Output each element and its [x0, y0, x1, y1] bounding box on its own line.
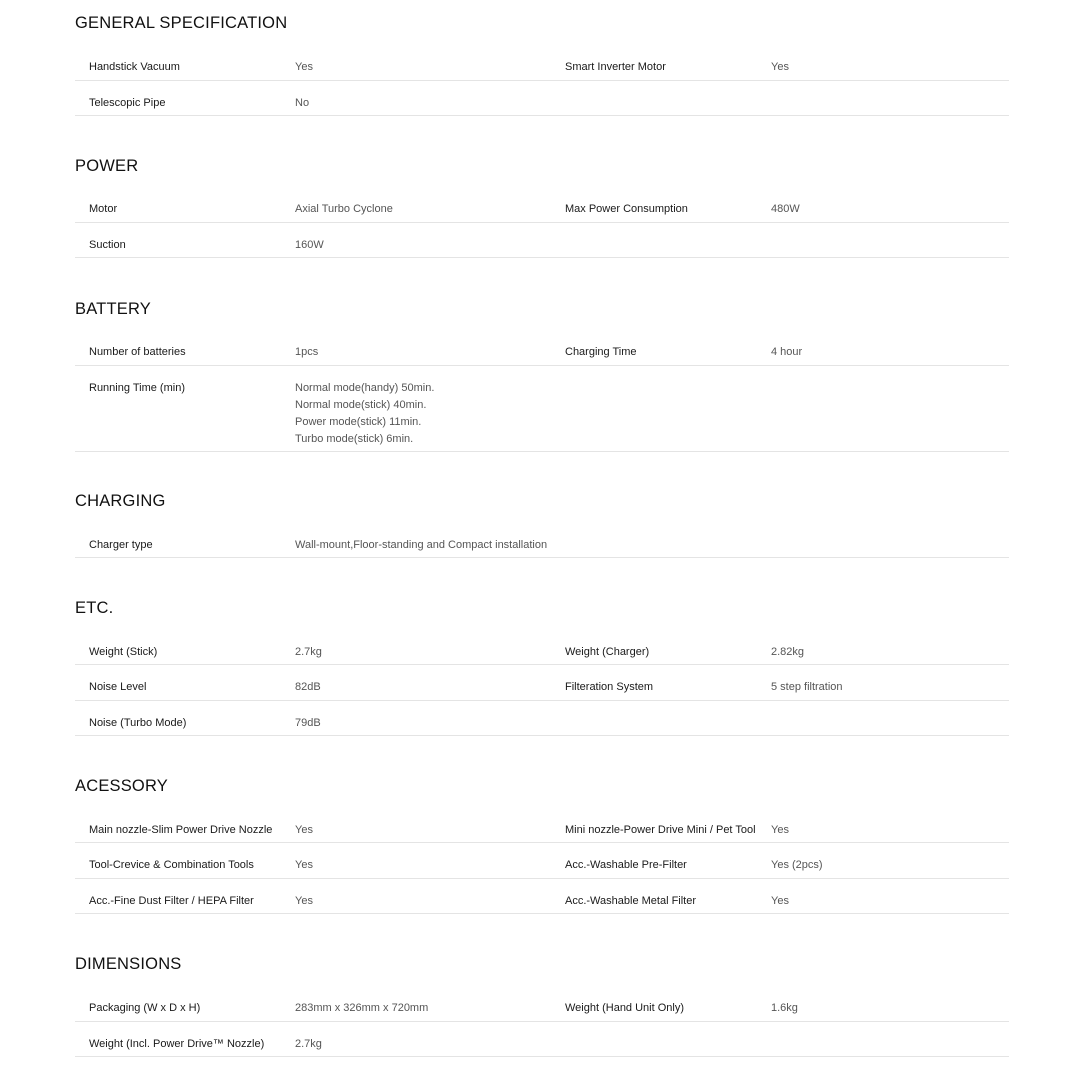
spec-label: Noise Level	[89, 681, 147, 693]
spec-value: 480W	[771, 203, 800, 215]
spec-value: Yes	[295, 859, 313, 871]
spec-label: Noise (Turbo Mode)	[89, 717, 187, 729]
spec-value: 79dB	[295, 717, 321, 729]
spec-table	[75, 808, 1009, 914]
spec-label: Motor	[89, 203, 118, 215]
spec-value-line: Normal mode(stick) 40min.	[295, 399, 427, 411]
spec-label: Tool-Crevice & Combination Tools	[89, 859, 254, 871]
spec-table	[75, 45, 1009, 116]
spec-row	[75, 879, 1009, 914]
spec-value: 82dB	[295, 681, 321, 693]
spec-label: Acc.-Washable Pre-Filter	[565, 859, 687, 871]
spec-label: Mini nozzle-Power Drive Mini / Pet Tool	[565, 824, 756, 836]
spec-table	[75, 523, 1009, 558]
section-title: CHARGING	[75, 492, 166, 510]
spec-table	[75, 187, 1009, 258]
spec-value: 1pcs	[295, 346, 319, 358]
spec-row	[75, 701, 1009, 736]
running-time-values	[295, 380, 434, 448]
spec-label: Weight (Incl. Power Drive™ Nozzle)	[89, 1038, 265, 1050]
spec-row	[75, 45, 1009, 81]
spec-label: Main nozzle-Slim Power Drive Nozzle	[89, 824, 273, 836]
spec-value: 160W	[295, 239, 324, 251]
spec-value: Yes (2pcs)	[771, 859, 823, 871]
spec-label: Running Time (min)	[89, 382, 185, 394]
spec-label: Acc.-Washable Metal Filter	[565, 895, 697, 907]
spec-label: Weight (Hand Unit Only)	[565, 1002, 685, 1014]
section-title: ACESSORY	[75, 777, 168, 795]
spec-value: Yes	[295, 61, 313, 73]
spec-label: Max Power Consumption	[565, 203, 688, 215]
spec-label: Suction	[89, 239, 126, 251]
spec-row	[75, 523, 1009, 558]
spec-value: Yes	[295, 895, 313, 907]
spec-label: Telescopic Pipe	[89, 97, 166, 109]
spec-value: Yes	[771, 61, 789, 73]
spec-row	[75, 808, 1009, 843]
spec-value: 5 step filtration	[771, 681, 843, 693]
spec-table	[75, 630, 1009, 736]
spec-value: 1.6kg	[771, 1002, 798, 1014]
spec-table	[75, 986, 1009, 1057]
spec-row	[75, 843, 1009, 879]
spec-value-line: Normal mode(handy) 50min.	[295, 382, 435, 394]
spec-table	[75, 330, 1009, 452]
spec-label: Weight (Charger)	[565, 646, 650, 658]
spec-row	[75, 366, 1009, 452]
spec-value: 283mm x 326mm x 720mm	[295, 1002, 429, 1014]
spec-row	[75, 81, 1009, 116]
spec-value-line: Turbo mode(stick) 6min.	[295, 433, 414, 445]
spec-row	[75, 1022, 1009, 1057]
spec-row	[75, 223, 1009, 258]
spec-label: Charger type	[89, 539, 153, 551]
section-title: GENERAL SPECIFICATION	[75, 14, 288, 32]
spec-row	[75, 330, 1009, 366]
spec-value: 4 hour	[771, 346, 803, 358]
spec-label: Number of batteries	[89, 346, 186, 358]
spec-label: Packaging (W x D x H)	[89, 1002, 201, 1014]
spec-row	[75, 630, 1009, 665]
spec-value: 2.82kg	[771, 646, 805, 658]
spec-value-line: Power mode(stick) 11min.	[295, 416, 422, 428]
spec-label: Acc.-Fine Dust Filter / HEPA Filter	[89, 895, 254, 907]
section-title: ETC.	[75, 599, 114, 617]
spec-value: No	[295, 97, 310, 109]
spec-row	[75, 187, 1009, 223]
spec-value: Yes	[295, 824, 313, 836]
spec-value: Wall-mount,Floor-standing and Compact installation	[295, 539, 548, 551]
spec-value: Axial Turbo Cyclone	[295, 203, 393, 215]
spec-value: Yes	[771, 824, 789, 836]
section-title: BATTERY	[75, 300, 151, 318]
spec-label: Charging Time	[565, 346, 637, 358]
spec-label: Smart Inverter Motor	[565, 61, 666, 73]
spec-value: Yes	[771, 895, 789, 907]
spec-label: Filteration System	[565, 681, 654, 693]
spec-value: 2.7kg	[295, 646, 322, 658]
spec-row	[75, 665, 1009, 701]
spec-value: 2.7kg	[295, 1038, 322, 1050]
section-title: DIMENSIONS	[75, 955, 182, 973]
spec-label: Weight (Stick)	[89, 646, 158, 658]
spec-row	[75, 986, 1009, 1022]
section-title: POWER	[75, 157, 139, 175]
spec-label: Handstick Vacuum	[89, 61, 180, 73]
